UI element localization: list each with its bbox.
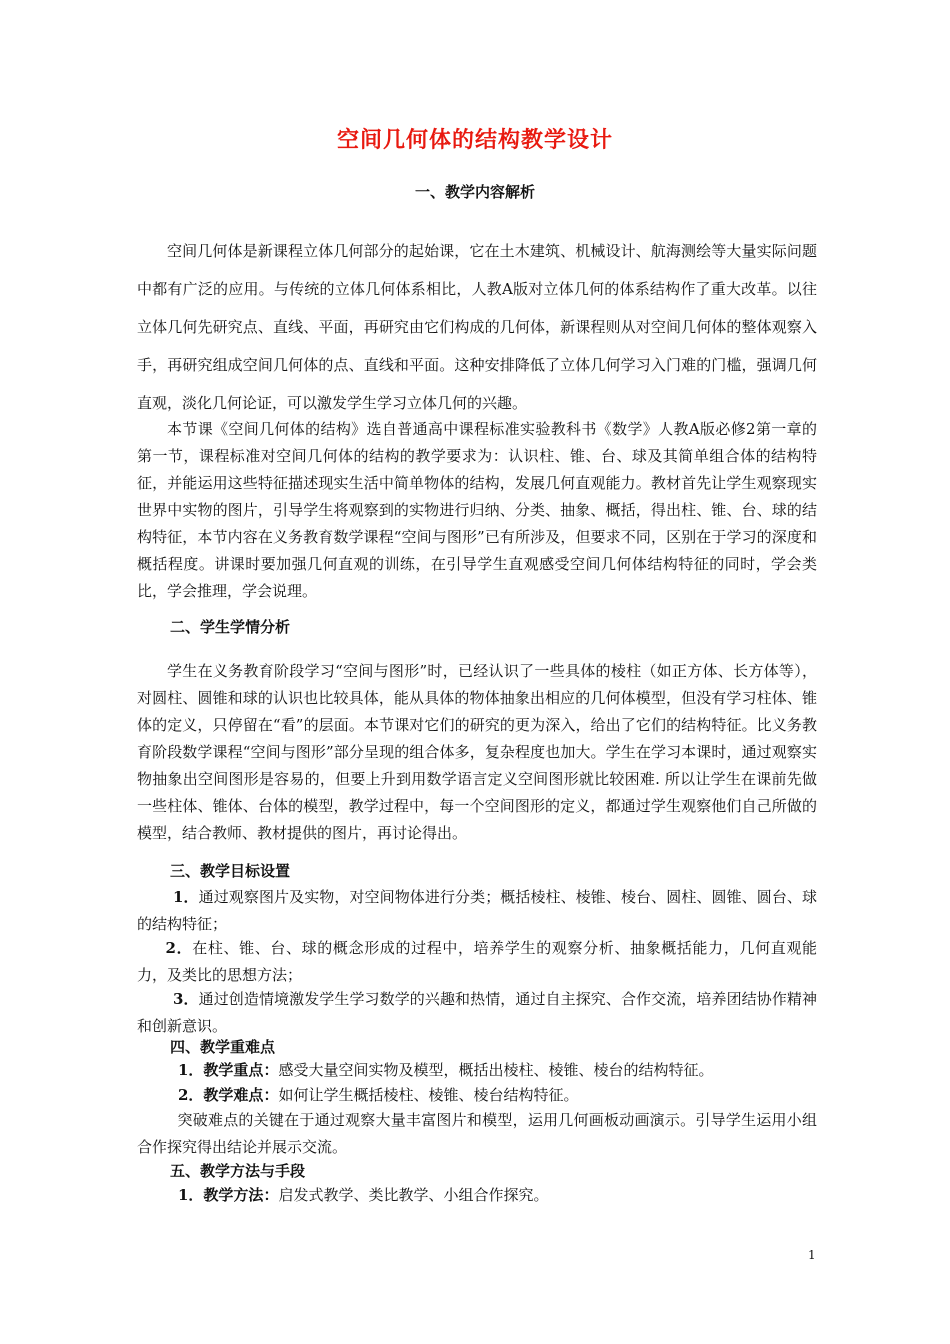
key-point-line [178, 1059, 713, 1080]
difficulty-text: 如何让学生概括棱柱、棱锥、棱台结构特征。 [278, 1086, 579, 1104]
objective-number: 1． [173, 888, 199, 906]
section-1-paragraph-1: 空间几何体是新课程立体几何部分的起始课，它在土木建筑、机械设计、航海测绘等大量实际问题中都有广泛的应用。与传统的立体几何体系相比，人教A版对立体几何的体系结构作了重大改革。以往立体几何先研究点、直线、平面，再研究由它们构成的几何体，新课程则从对空间几何体的整体观察入手，再研究组成空间几何体的点、直线和平面。这种安排降低了立体几何学习入门难的门槛，强调几何直观，淡化几何论证，可以激发学生学习立体几何的兴趣。 [137, 242, 817, 412]
objective-item-3 [137, 986, 817, 1040]
method-label: 1．教学方法： [178, 1186, 279, 1204]
key-point-label: 1．教学重点： [178, 1061, 279, 1079]
section-1-heading: 一、教学内容解析 [414, 183, 535, 201]
section-1-paragraph-2: 本节课《空间几何体的结构》选自普通高中课程标准实验教科书《数学》人教A版必修2第一章的第一节，课程标准对空间几何体的结构的教学要求为：认识柱、锥、台、球及其简单组合体的结构特征，并能运用这些特征描述现实生活中简单物体的结构，发展几何直观能力。教材首先让学生观察现实世界中实物的图片，引导学生将观察到的实物进行归纳、分类、抽象、概括，得出柱、锥、台、球的结构特征，本节内容在义务教育数学课程“空间与图形”已有所涉及，但要求不同，区别在于学习的深度和概括程度。讲课时要加强几何直观的训练，在引导学生直观感受空间几何体结构特征的同时，学会类比，学会推理，学会说理。 [137, 420, 817, 600]
objective-item-2 [137, 935, 817, 989]
section-2-paragraph: 学生在义务教育阶段学习“空间与图形”时，已经认识了一些具体的棱柱（如正方体、长方体等），对圆柱、圆锥和球的认识也比较具体，能从具体的物体抽象出相应的几何体模型，但没有学习柱体、锥体的定义，只停留在“看”的层面。本节课对它们的研究的更为深入，给出了它们的结构特征。比义务教育阶段数学课程“空间与图形”部分呈现的组合体多，复杂程度也加大。学生在学习本课时，通过观察实物抽象出空间图形是容易的，但要上升到用数学语言定义空间图形就比较困难. 所以让学生在课前先做一些柱体、锥体、台体的模型，教学过程中，每一个空间图形的定义，都通过学生观察他们自己所做的模型，结合教师、教材提供的图片，再讨论得出。 [137, 662, 817, 842]
document-title: 空间几何体的结构教学设计 [336, 127, 613, 153]
objective-text: 通过创造情境激发学生学习数学的兴趣和热情，通过自主探究、合作交流，培养团结协作精神和创新意识。 [137, 990, 817, 1035]
objective-number: 2． [165, 939, 193, 957]
page-number: 1 [808, 1248, 816, 1262]
difficulty-label: 2．教学难点： [178, 1086, 279, 1104]
section-4-paragraph: 突破难点的关键在于通过观察大量丰富图片和模型，运用几何画板动画演示。引导学生运用小组合作探究得出结论并展示交流。 [137, 1111, 817, 1156]
method-line [178, 1184, 548, 1205]
objective-item-1 [137, 884, 817, 938]
objective-text: 通过观察图片及实物，对空间物体进行分类；概括棱柱、棱锥、棱台、圆柱、圆锥、圆台、球的结构特征； [137, 888, 817, 933]
objective-text: 在柱、锥、台、球的概念形成的过程中，培养学生的观察分析、抽象概括能力，几何直观能力，及类比的思想方法； [137, 939, 817, 984]
method-text: 启发式教学、类比教学、小组合作探究。 [278, 1186, 549, 1204]
difficulty-line [178, 1084, 578, 1105]
section-3-heading: 三、教学目标设置 [170, 862, 291, 880]
section-5-heading: 五、教学方法与手段 [170, 1162, 306, 1180]
section-2-heading: 二、学生学情分析 [170, 618, 291, 636]
section-4-heading: 四、教学重难点 [170, 1038, 276, 1056]
key-point-text: 感受大量空间实物及模型，概括出棱柱、棱锥、棱台的结构特征。 [278, 1061, 714, 1079]
objective-number: 3． [173, 990, 199, 1008]
